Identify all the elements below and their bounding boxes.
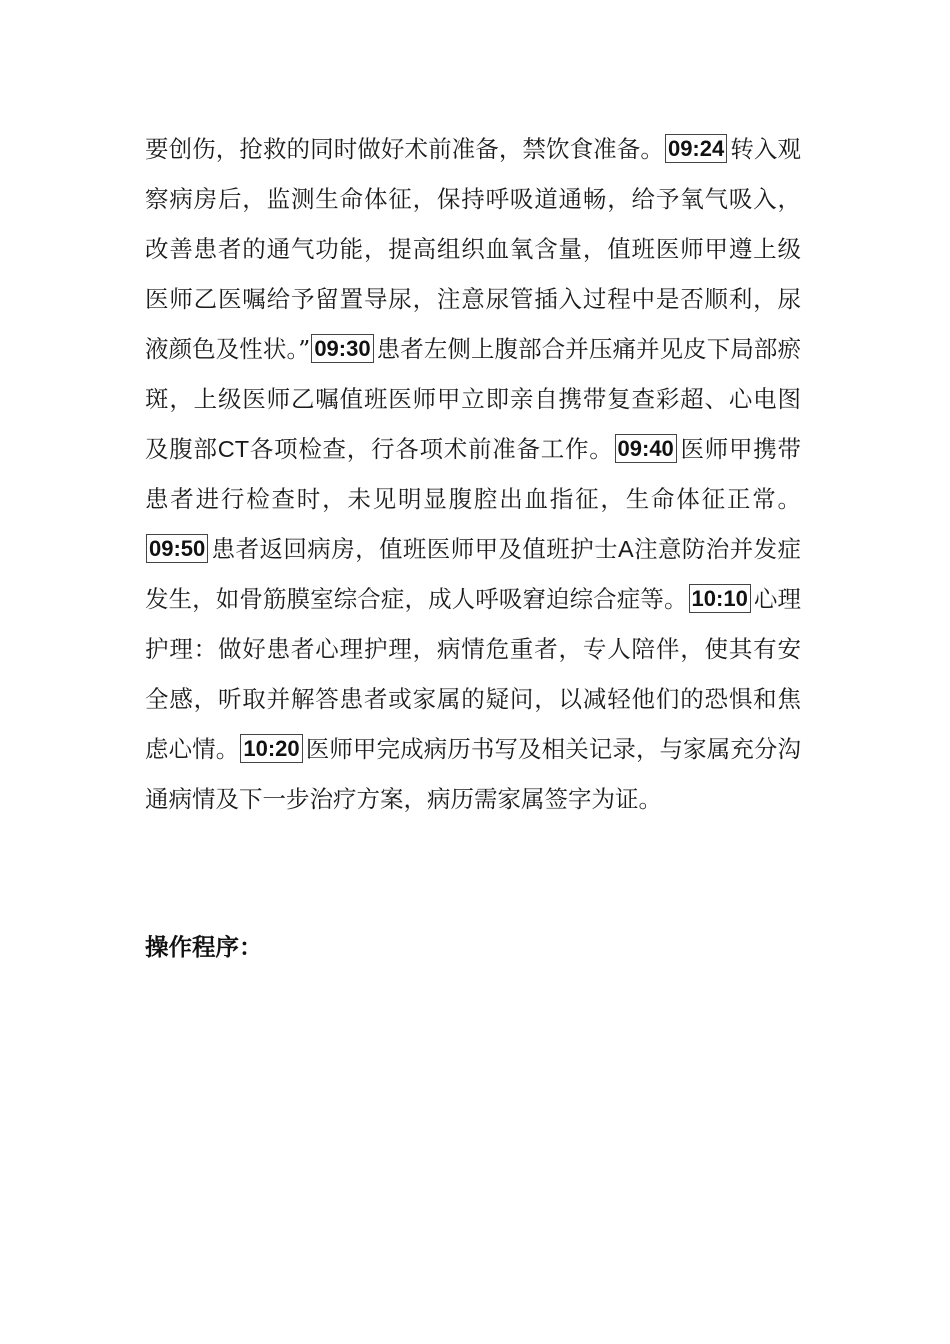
paragraph-text: 转入观察病房后，监测生命体征，保持呼吸道通畅，给予氧气吸入，改善患者的通气功能，提高组织血氧含量，值班医师甲遵上级医师乙医嘱给予留置导尿，注意尿管插入过程中是否顺利，尿液颜色及性状。” (145, 135, 802, 363)
paragraph-text: 心理护理：做好患者心理护理，病情危重者，专人陪伴，使其有安全感，听取并解答患者或家属的疑问，以减轻他们的恐惧和焦虑心情。 (145, 585, 802, 763)
timestamp-badge: 09:24 (665, 134, 727, 163)
timestamp-badge: 09:40 (615, 434, 677, 463)
paragraph-latin-text: CT (217, 436, 250, 462)
timestamp-badge: 10:10 (689, 584, 751, 613)
paragraph-text: 要创伤，抢救的同时做好术前准备，禁饮食准备。 (145, 135, 664, 163)
paragraph-text: 医师甲完成病历书写及相关记录，与家属充分沟通病情及下一步治疗方案，病历需家属签字为证。 (145, 735, 802, 813)
paragraph-text: 各项检查，行各项术前准备工作。 (249, 435, 614, 463)
timestamp-badge: 09:50 (146, 534, 208, 563)
paragraph-latin-text: A (618, 536, 634, 562)
body-paragraph (145, 124, 801, 824)
timestamp-badge: 10:20 (240, 734, 302, 763)
paragraph-text: 医师甲携带患者进行检查时，未见明显腹腔出血指征，生命体征正常。 (145, 435, 802, 513)
paragraph-text: 患者返回病房，值班医师甲及值班护士 (211, 535, 619, 563)
paragraph-text: 注意防治并发症发生，如骨筋膜室综合症，成人呼吸窘迫综合症等。 (145, 535, 802, 613)
section-heading: 操作程序： (145, 933, 263, 961)
paragraph-text: 患者左侧上腹部合并压痛并见皮下局部瘀斑，上级医师乙嘱值班医师甲立即亲自携带复查彩超、心电图及腹部 (145, 335, 801, 463)
timestamp-badge: 09:30 (311, 334, 373, 363)
